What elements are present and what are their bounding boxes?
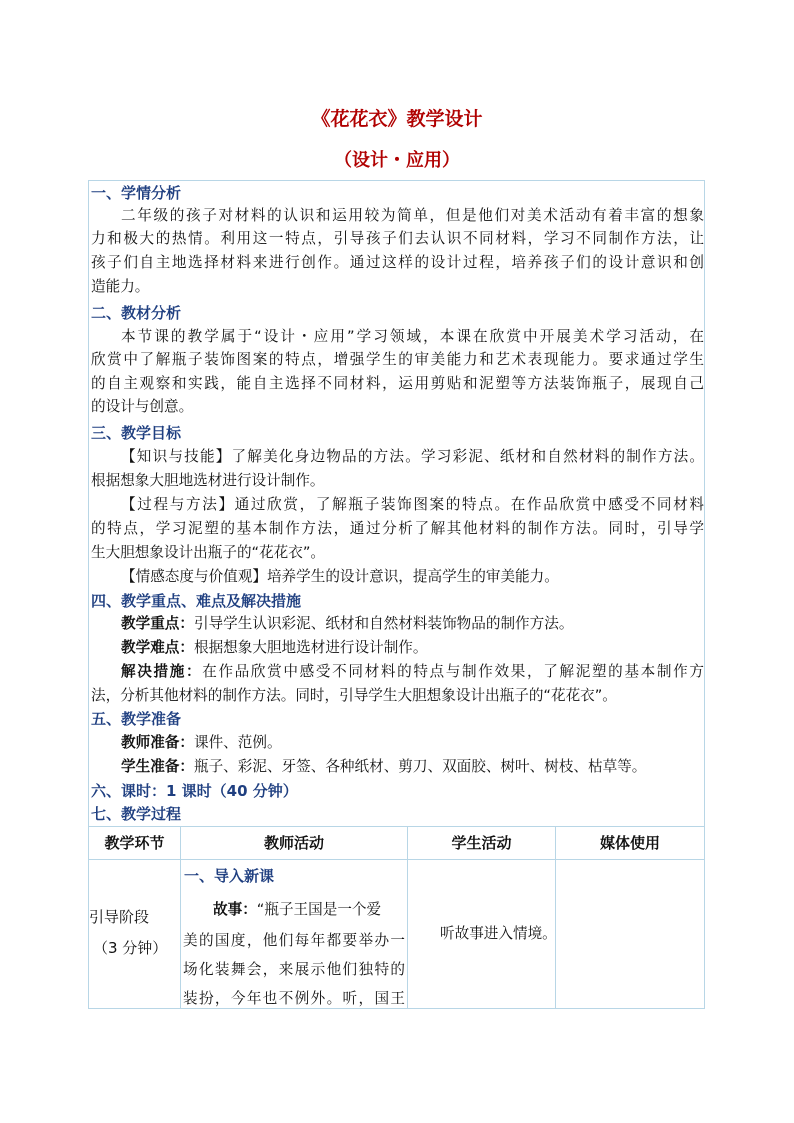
solution-label: 解决措施： — [121, 663, 203, 680]
student-prep-label: 学生准备： — [121, 758, 194, 775]
section-heading-material: 二、教材分析 — [91, 304, 182, 322]
table-header-student: 学生活动 — [451, 834, 512, 852]
paragraph-line: 的设计与创意。 — [91, 398, 194, 415]
student-prep-line — [91, 756, 704, 778]
solution-line — [91, 661, 704, 683]
paragraph-line: 【情感态度与价值观】培养学生的设计意识，提高学生的审美能力。 — [121, 568, 559, 585]
section-heading-process: 七、教学过程 — [91, 805, 182, 823]
table-header-teacher: 教师活动 — [263, 834, 324, 852]
paragraph-line: 二年级的孩子对材料的认识和运用较为简单，但是他们对美术活动有着丰富的想象 — [121, 207, 704, 224]
paragraph-line: 【过程与方法】通过欣赏，了解瓶子装饰图案的特点。在作品欣赏中感受不同材料 — [121, 496, 704, 513]
paragraph-line: 【知识与技能】了解美化身边物品的方法。学习彩泥、纸材和自然材料的制作方法。 — [121, 448, 704, 465]
student-activity-text: 听故事进入情境。 — [440, 925, 557, 942]
focus-label: 教学重点： — [121, 615, 194, 632]
paragraph-line: 的自主观察和实践，能自主选择不同材料，运用剪贴和泥塑等方法装饰瓶子，展现自己 — [91, 375, 704, 392]
teacher-prep-line — [91, 732, 704, 754]
stage-duration: （3 分钟） — [93, 939, 168, 957]
paragraph-line: 根据想象大胆地选材进行设计制作。 — [91, 472, 325, 489]
paragraph-line: 力和极大的热情。利用这一特点，引导孩子们去认识不同材料，学习不同制作方法，让 — [91, 230, 704, 247]
paragraph-line: 的特点，学习泥塑的基本制作方法，通过分析了解其他材料的制作方法。同时，引导学 — [91, 520, 704, 537]
paragraph-line: 本节课的教学属于“设计・应用”学习领域，本课在欣赏中开展美术学习活动，在 — [121, 328, 704, 345]
solution-text: 在作品欣赏中感受不同材料的特点与制作效果，了解泥塑的基本制作方 — [202, 663, 704, 680]
story-text: “瓶子王国是一个爱 — [256, 901, 382, 918]
process-table — [88, 826, 705, 1009]
paragraph-line: 法，分析其他材料的制作方法。同时，引导学生大胆想象设计出瓶子的“花花衣”。 — [91, 687, 617, 704]
content-frame — [88, 180, 705, 830]
focus-line — [91, 613, 704, 635]
stage-name: 引导阶段 — [89, 908, 150, 926]
document-title: 《花花衣》教学设计 — [311, 108, 483, 130]
paragraph-line: 造能力。 — [91, 278, 150, 295]
section-heading-preparation: 五、教学准备 — [91, 710, 182, 728]
section-heading-goals: 三、教学目标 — [91, 424, 182, 442]
student-prep-text: 瓶子、彩泥、牙签、各种纸材、剪刀、双面胶、树叶、树枝、枯草等。 — [193, 758, 647, 775]
difficulty-text: 根据想象大胆地选材进行设计制作。 — [193, 639, 428, 656]
section-heading-analysis: 一、学情分析 — [91, 184, 182, 202]
paragraph-line: 欣赏中了解瓶子装饰图案的特点，增强学生的审美能力和艺术表现能力。要求通过学生 — [91, 351, 704, 368]
teacher-activity-heading: 一、导入新课 — [184, 867, 275, 885]
teacher-prep-text: 课件、范例。 — [193, 734, 282, 751]
header-divider — [89, 859, 704, 860]
difficulty-line — [91, 637, 704, 659]
teacher-prep-label: 教师准备： — [121, 734, 194, 751]
section-heading-hours: 六、课时：1 课时（40 分钟） — [91, 782, 298, 800]
teacher-activity-line: 美的国度，他们每年都要举办一 — [183, 932, 405, 949]
table-header-stage: 教学环节 — [104, 834, 165, 852]
document-subtitle: （设计・应用） — [334, 150, 460, 171]
focus-text: 引导学生认识彩泥、纸材和自然材料装饰物品的制作方法。 — [193, 615, 574, 632]
section-heading-keypoints: 四、教学重点、难点及解决措施 — [91, 592, 302, 610]
paragraph-line: 生大胆想象设计出瓶子的“花花衣”。 — [91, 544, 326, 561]
difficulty-label: 教学难点： — [121, 639, 194, 656]
teacher-activity-line: 场化装舞会，来展示他们独特的 — [183, 961, 405, 978]
teacher-activity-line — [213, 899, 381, 921]
table-header-media: 媒体使用 — [599, 834, 660, 852]
paragraph-line: 孩子们自主地选择材料来进行创作。通过这样的设计过程，培养孩子们的设计意识和创 — [91, 254, 704, 271]
story-label: 故事： — [213, 901, 257, 918]
teacher-activity-line: 装扮，今年也不例外。听，国王 — [183, 990, 405, 1007]
